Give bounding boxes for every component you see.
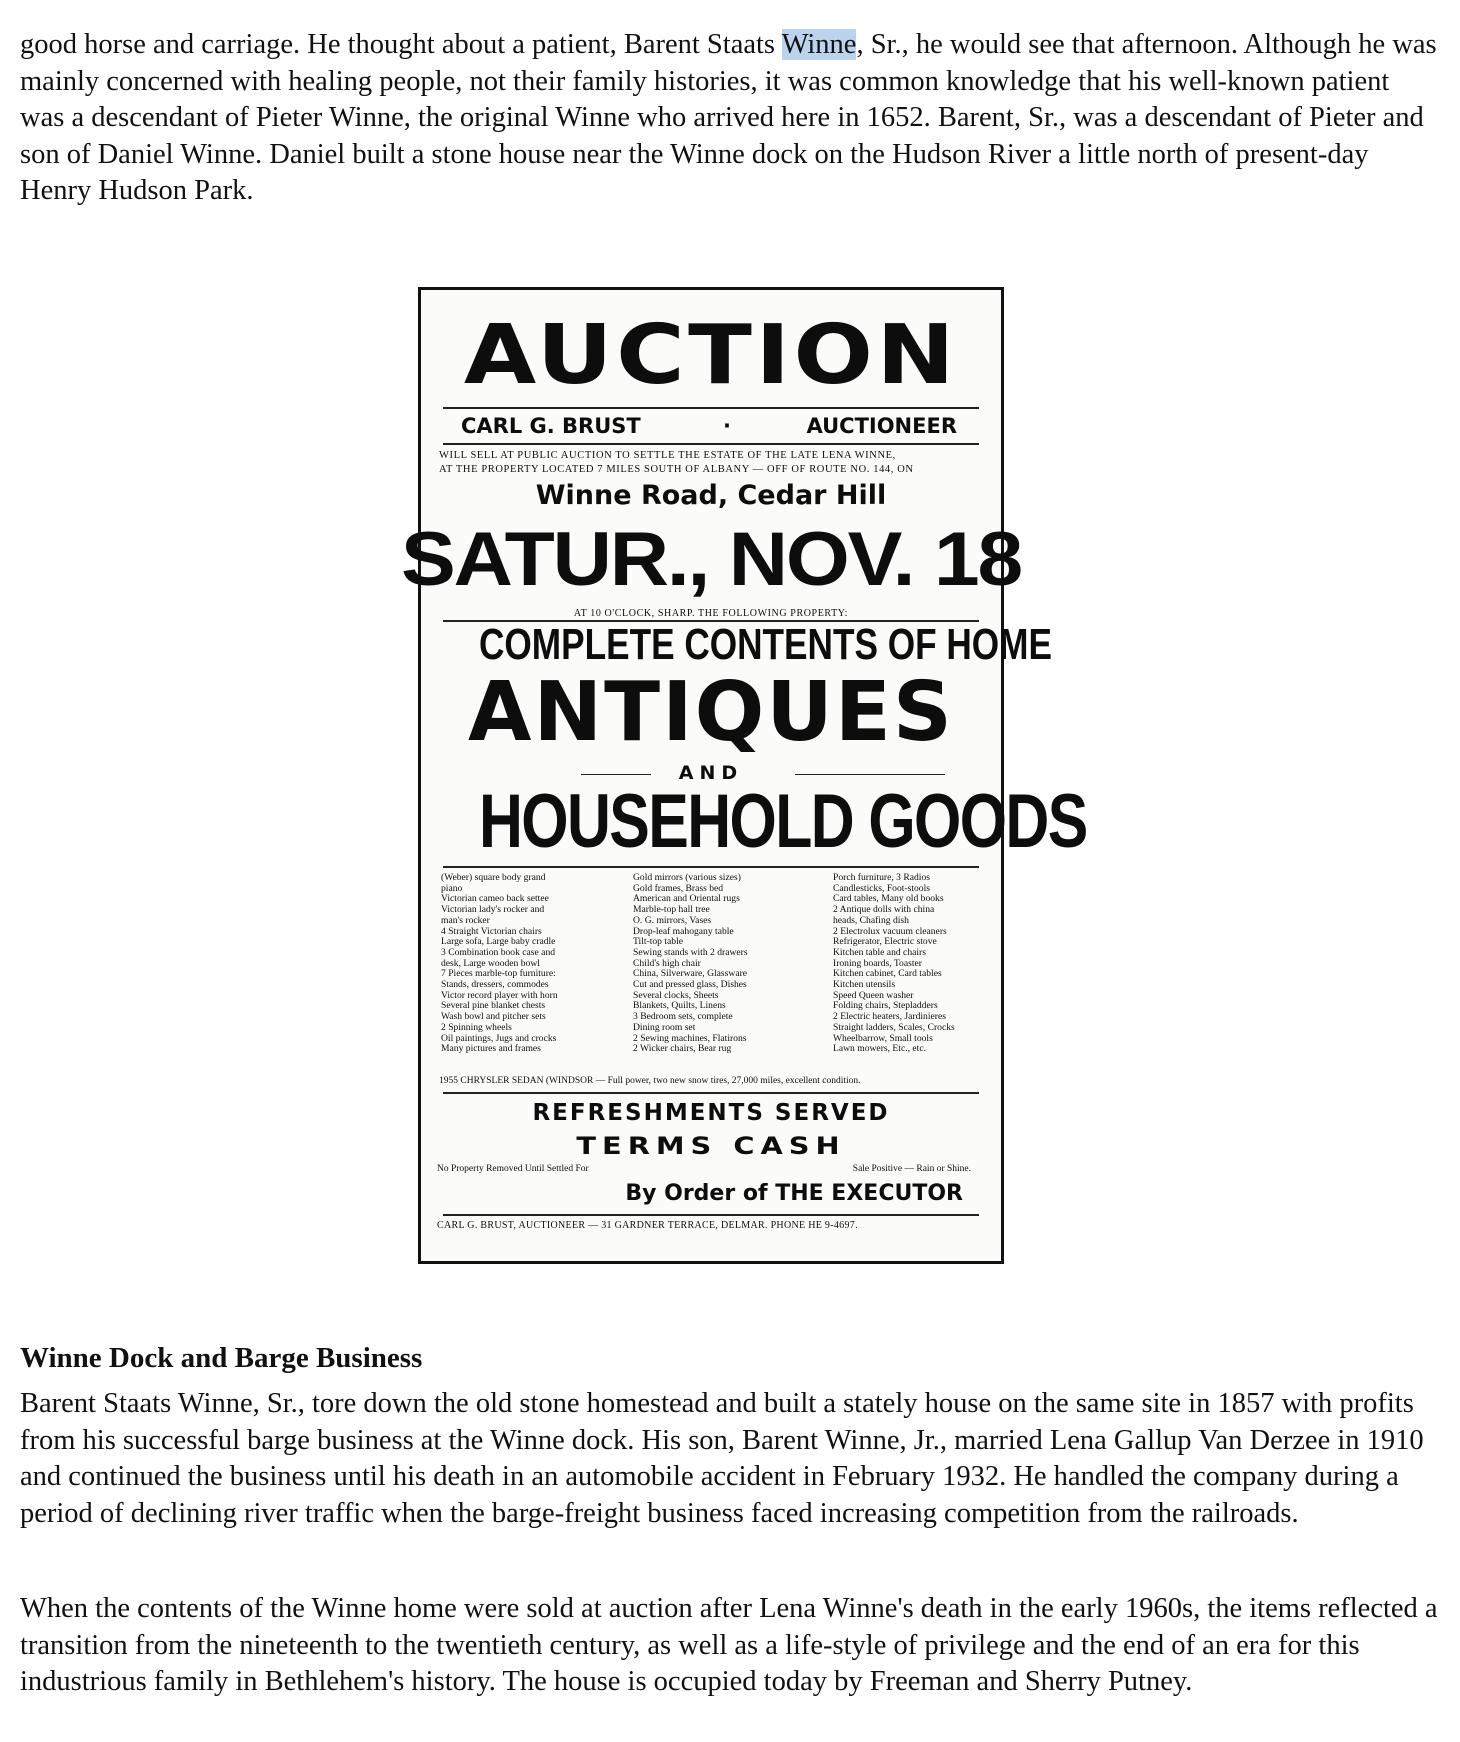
poster-item: 3 Bedroom sets, complete <box>633 1011 733 1023</box>
poster-item: 4 Straight Victorian chairs <box>441 925 542 937</box>
poster-item: China, Silverware, Glassware <box>633 968 748 980</box>
poster-item: Victor record player with horn <box>441 989 558 1001</box>
poster-item: Lawn mowers, Etc., etc. <box>833 1043 926 1055</box>
poster-item: Straight ladders, Scales, Crocks <box>833 1021 955 1033</box>
poster-item: 2 Antique dolls with china <box>833 904 935 916</box>
poster-rule <box>443 1092 979 1094</box>
poster-removed-note: No Property Removed Until Settled For <box>437 1164 589 1174</box>
poster-item: 7 Pieces marble-top furniture: <box>441 968 556 980</box>
poster-rain-note: Sale Positive — Rain or Shine. <box>852 1164 971 1174</box>
poster-contents: COMPLETE CONTENTS OF HOME <box>479 620 1052 669</box>
poster-order: By Order of THE EXECUTOR <box>625 1181 963 1206</box>
poster-road: Winne Road, Cedar Hill <box>535 480 887 511</box>
body-paragraph-1: Barent Staats Winne, Sr., tore down the old stone homestead and built a stately house on the same site in 1857 with profits from his successful barge business at the Winne dock. His son, Barent Winne, Jr., married Lena Gallup Van Derzee in 1910 and continued the business until his death in an automobile accident in February 1932. He handled the company during a period of declining river traffic when the barge-freight business faced increasing competition from the railroads. <box>20 1388 1424 1529</box>
poster-item: Sewing stands with 2 drawers <box>633 946 748 958</box>
poster-item: man's rocker <box>441 914 490 926</box>
poster-item: American and Oriental rugs <box>633 893 740 905</box>
poster-antiques: ANTIQUES <box>468 665 954 760</box>
poster-car-line: 1955 CHRYSLER SEDAN (WINDSOR — Full power, two new snow tires, 27,000 miles, excellent condition. <box>439 1076 861 1086</box>
poster-rule <box>443 866 979 868</box>
poster-item: desk, Large wooden bowl <box>441 957 540 969</box>
poster-item: Child's high chair <box>633 957 701 969</box>
poster-and-rule-right <box>795 774 945 775</box>
poster-items-column-1 <box>441 873 558 1055</box>
poster-item: Marble-top hall tree <box>633 904 710 916</box>
poster-item: O. G. mirrors, Vases <box>633 914 712 926</box>
poster-item: 2 Electric heaters, Jardinieres <box>833 1011 946 1023</box>
poster-item: heads, Chafing dish <box>833 914 909 926</box>
poster-footer: CARL G. BRUST, AUCTIONEER — 31 GARDNER TERRACE, DELMAR. PHONE HE 9-4697. <box>437 1220 858 1231</box>
poster-auctioneer-name: CARL G. BRUST <box>461 414 641 438</box>
poster-item: Kitchen cabinet, Card tables <box>833 968 942 980</box>
poster-time: AT 10 O'CLOCK, SHARP. THE FOLLOWING PROPERTY: <box>573 608 849 619</box>
poster-terms: TERMS CASH <box>576 1132 846 1160</box>
auction-poster-image <box>401 287 1087 1264</box>
poster-item: Oil paintings, Jugs and crocks <box>441 1032 557 1044</box>
poster-date: SATUR., NOV. 18 <box>401 517 1021 602</box>
poster-item: Large sofa, Large baby cradle <box>441 936 556 948</box>
poster-item: 2 Spinning wheels <box>441 1021 512 1033</box>
poster-items-column-3 <box>833 873 955 1055</box>
poster-item: Several pine blanket chests <box>441 1000 546 1012</box>
poster-item: Ironing boards, Toaster <box>833 957 922 969</box>
poster-item: Wheelbarrow, Small tools <box>833 1032 933 1044</box>
poster-item: Refrigerator, Electric stove <box>833 936 937 948</box>
intro-paragraph <box>20 27 1440 210</box>
poster-item: 2 Sewing machines, Flatirons <box>633 1032 747 1044</box>
poster-household-goods: HOUSEHOLD GOODS <box>479 779 1087 864</box>
poster-item: Speed Queen washer <box>833 989 914 1001</box>
poster-rule <box>443 443 979 445</box>
poster-item: piano <box>441 882 463 894</box>
poster-item: Wash bowl and pitcher sets <box>441 1011 546 1023</box>
poster-item: Blankets, Quilts, Linens <box>633 1000 726 1012</box>
poster-item: Stands, dressers, commodes <box>441 979 549 991</box>
poster-and: AND <box>678 762 744 784</box>
poster-item: Kitchen utensils <box>833 979 896 991</box>
poster-item: (Weber) square body grand <box>441 872 546 883</box>
poster-item: Kitchen table and chairs <box>833 946 926 958</box>
poster-separator: · <box>723 414 731 438</box>
poster-item: Gold mirrors (various sizes) <box>633 872 741 883</box>
poster-title: AUCTION <box>463 308 959 403</box>
poster-items-column-2 <box>633 873 748 1055</box>
poster-rule <box>443 1214 979 1216</box>
poster-item: Cut and pressed glass, Dishes <box>633 979 747 991</box>
highlighted-word[interactable]: Winne <box>781 29 857 60</box>
poster-refreshments: REFRESHMENTS SERVED <box>532 1100 890 1126</box>
poster-intro-line: AT THE PROPERTY LOCATED 7 MILES SOUTH OF ALBANY — OFF OF ROUTE NO. 144, ON <box>439 464 914 475</box>
intro-text-before: good horse and carriage. He thought about a patient, Barent Staats <box>20 29 782 60</box>
body-paragraph-2: When the contents of the Winne home were sold at auction after Lena Winne's death in the early 1960s, the items reflected a transition from the nineteenth to the twentieth century, as well as a life-style of privilege and the end of an era for this industrious family in Bethlehem's history. The house is occupied today by Freeman and Sherry Putney. <box>20 1593 1438 1697</box>
poster-item: Tilt-top table <box>633 936 684 948</box>
poster-item: 2 Electrolux vacuum cleaners <box>833 925 947 937</box>
poster-auctioneer-role: AUCTIONEER <box>806 414 957 438</box>
poster-item: Card tables, Many old books <box>833 893 944 905</box>
poster-item: Victorian lady's rocker and <box>441 904 545 916</box>
intro-text-after: , Sr., he would see that afternoon. Although he was mainly concerned with healing people, not their family histories, it was common knowledge that his well-known patient was a descendant of Pieter Winne, the original Winne who arrived here in 1652. Barent, Sr., was a descendant of Pieter and son of Daniel Winne. Daniel built a stone house near the Winne dock on the Hudson River a little north of present-day Henry Hudson Park. <box>20 29 1437 206</box>
poster-item: Folding chairs, Stepladders <box>833 1000 938 1012</box>
poster-item: Many pictures and frames <box>441 1043 541 1055</box>
poster-item: Porch furniture, 3 Radios <box>833 872 930 883</box>
poster-item: Drop-leaf mahogany table <box>633 925 734 937</box>
poster-item: Victorian cameo back settee <box>441 893 549 905</box>
poster-item: Candlesticks, Foot-stools <box>833 882 931 894</box>
poster-rule <box>443 407 979 409</box>
poster-item: Several clocks, Sheets <box>633 989 719 1001</box>
poster-item: Dining room set <box>633 1021 696 1033</box>
poster-item: 3 Combination book case and <box>441 946 556 958</box>
poster-item: 2 Wicker chairs, Bear rug <box>633 1043 732 1055</box>
section-heading: Winne Dock and Barge Business <box>20 1342 423 1374</box>
poster-intro-line: WILL SELL AT PUBLIC AUCTION TO SETTLE THE ESTATE OF THE LATE LENA WINNE, <box>439 450 896 461</box>
poster-item: Gold frames, Brass bed <box>633 882 724 894</box>
